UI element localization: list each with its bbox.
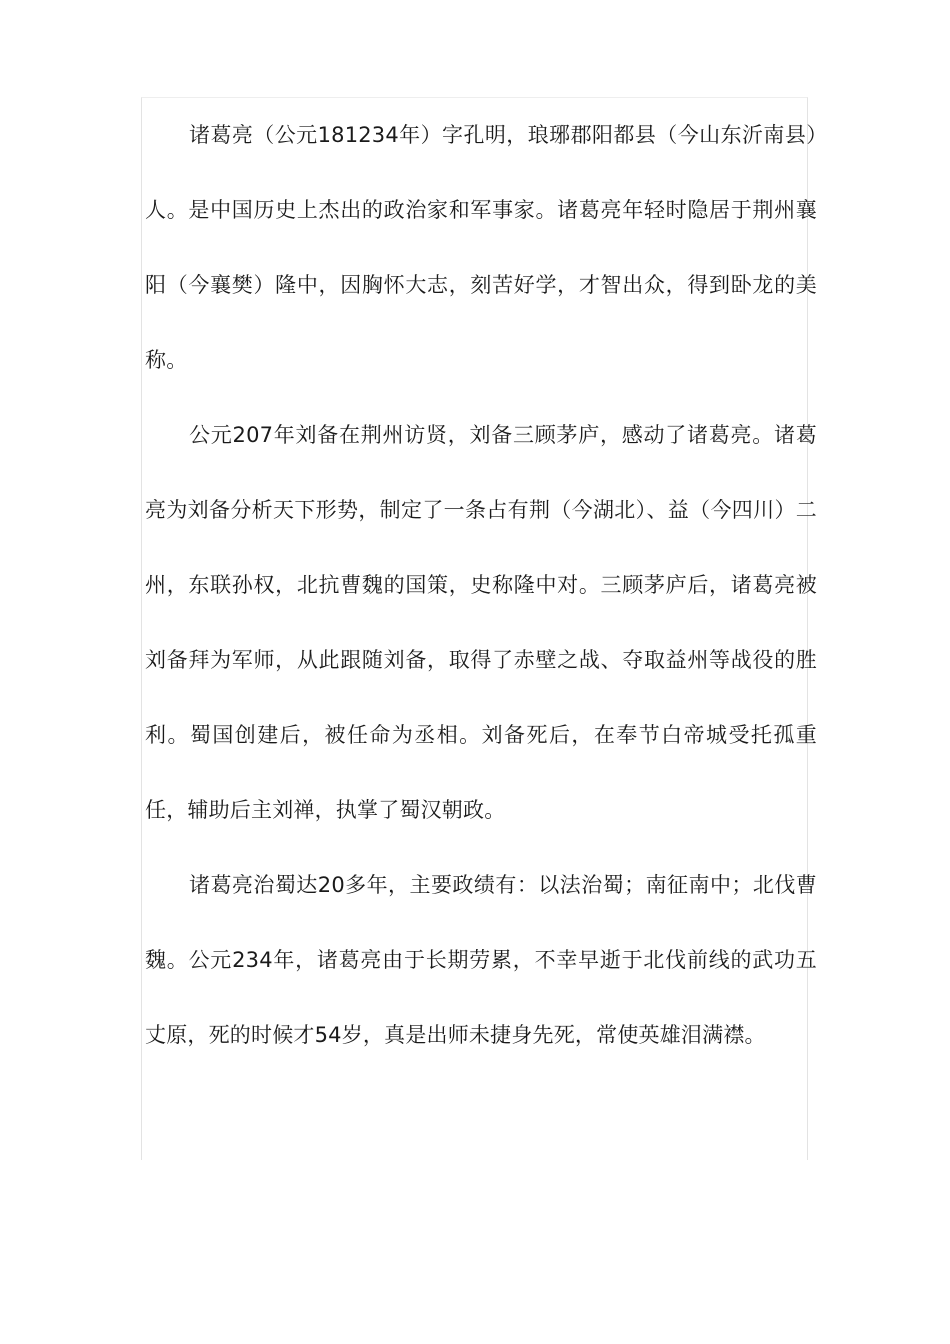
paragraph-3: 诸葛亮治蜀达20多年，主要政绩有：以法治蜀；南征南中；北伐曹魏。公元234年，诸葛亮由于长期劳累，不幸早逝于北伐前线的武功五丈原，死的时候才54岁，真是出师未捷身先死，常使英雄泪满襟。 — [145, 873, 817, 1047]
paragraph-1: 诸葛亮（公元181234年）字孔明，琅琊郡阳都县（今山东沂南县）人。是中国历史上杰出的政治家和军事家。诸葛亮年轻时隐居于荆州襄阳（今襄樊）隆中，因胸怀大志，刻苦好学，才智出众，得到卧龙的美称。 — [145, 123, 817, 372]
document-body — [145, 98, 817, 1073]
paragraph-2: 公元207年刘备在荆州访贤，刘备三顾茅庐，感动了诸葛亮。诸葛亮为刘备分析天下形势，制定了一条占有荆（今湖北）、益（今四川）二州，东联孙权，北抗曹魏的国策，史称隆中对。三顾茅庐后，诸葛亮被刘备拜为军师，从此跟随刘备，取得了赤壁之战、夺取益州等战役的胜利。蜀国创建后，被任命为丞相。刘备死后，在奉节白帝城受托孤重任，辅助后主刘禅，执掌了蜀汉朝政。 — [145, 423, 817, 822]
